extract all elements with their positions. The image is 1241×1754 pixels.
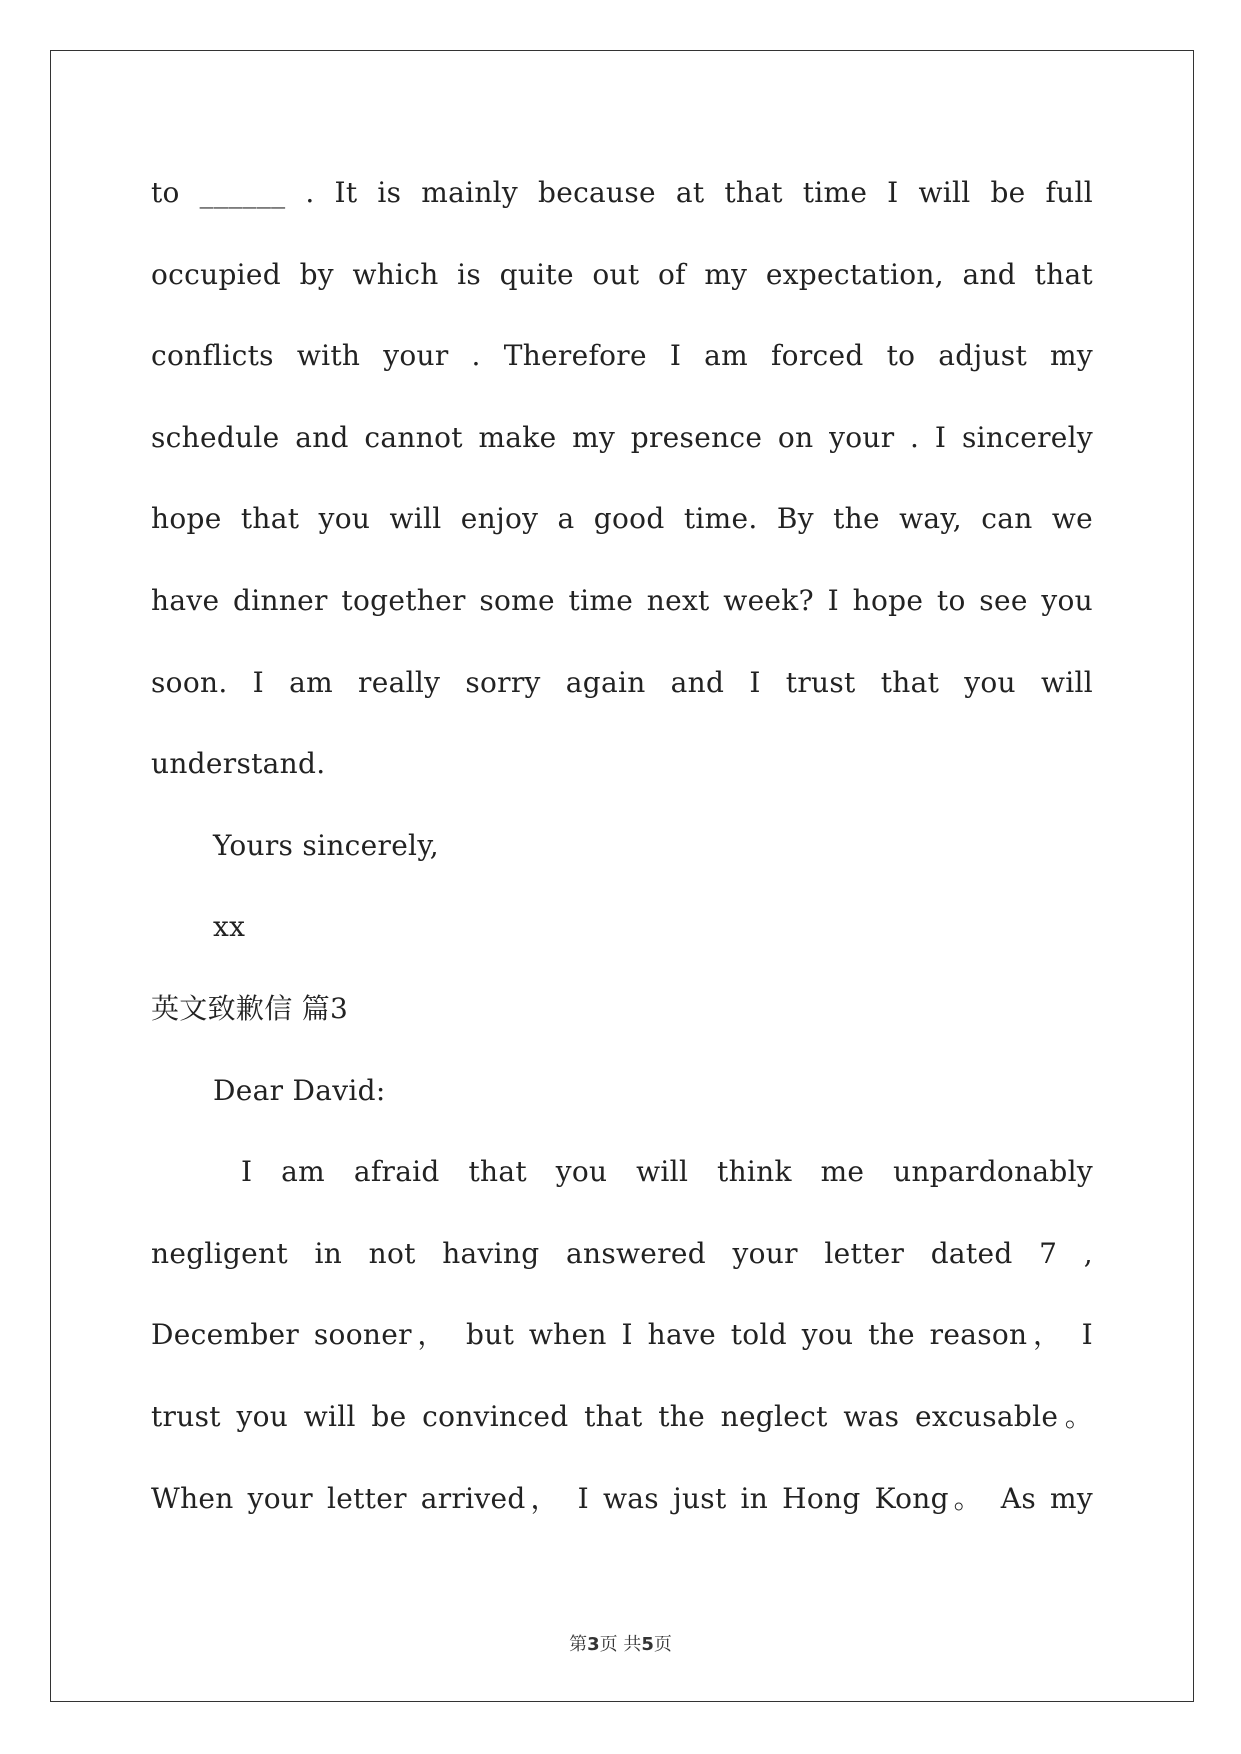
letter-line: negligent in not having answered your letter dated 7 , xyxy=(151,1236,1093,1270)
footer-prefix: 第 xyxy=(569,1634,588,1655)
footer-total-pages: 5 xyxy=(641,1634,654,1655)
page-footer xyxy=(0,1630,1241,1656)
document-body xyxy=(151,152,1093,1539)
body-line: understand. xyxy=(151,747,326,781)
closing-salutation: Yours sincerely, xyxy=(213,828,439,862)
closing-signature: xx xyxy=(213,910,246,944)
letter-line: When your letter arrived， I was just in Hong Kong。 As my xyxy=(151,1481,1093,1515)
letter-line: I am afraid that you will think me unpardonably xyxy=(241,1155,1093,1189)
footer-middle: 页 共 xyxy=(599,1634,642,1655)
letter-greeting: Dear David: xyxy=(213,1073,386,1107)
section-heading: 英文致歉信 篇3 xyxy=(151,991,349,1025)
body-line: conflicts with your . Therefore I am forced to adjust my xyxy=(151,339,1093,373)
body-line: to ______ . It is mainly because at that time I will be full xyxy=(151,176,1093,209)
body-line: have dinner together some time next week? I hope to see you xyxy=(151,583,1093,617)
footer-suffix: 页 xyxy=(653,1634,672,1655)
footer-current-page: 3 xyxy=(587,1634,600,1655)
body-line: occupied by which is quite out of my expectation, and that xyxy=(151,257,1093,291)
body-line: schedule and cannot make my presence on your . I sincerely xyxy=(151,420,1093,454)
letter-line: trust you will be convinced that the neglect was excusable。 xyxy=(151,1399,1093,1433)
body-line: soon. I am really sorry again and I trust that you will xyxy=(151,665,1093,699)
letter-line: December sooner， but when I have told you the reason， I xyxy=(151,1318,1093,1352)
body-line: hope that you will enjoy a good time. By the way, can we xyxy=(151,502,1093,536)
